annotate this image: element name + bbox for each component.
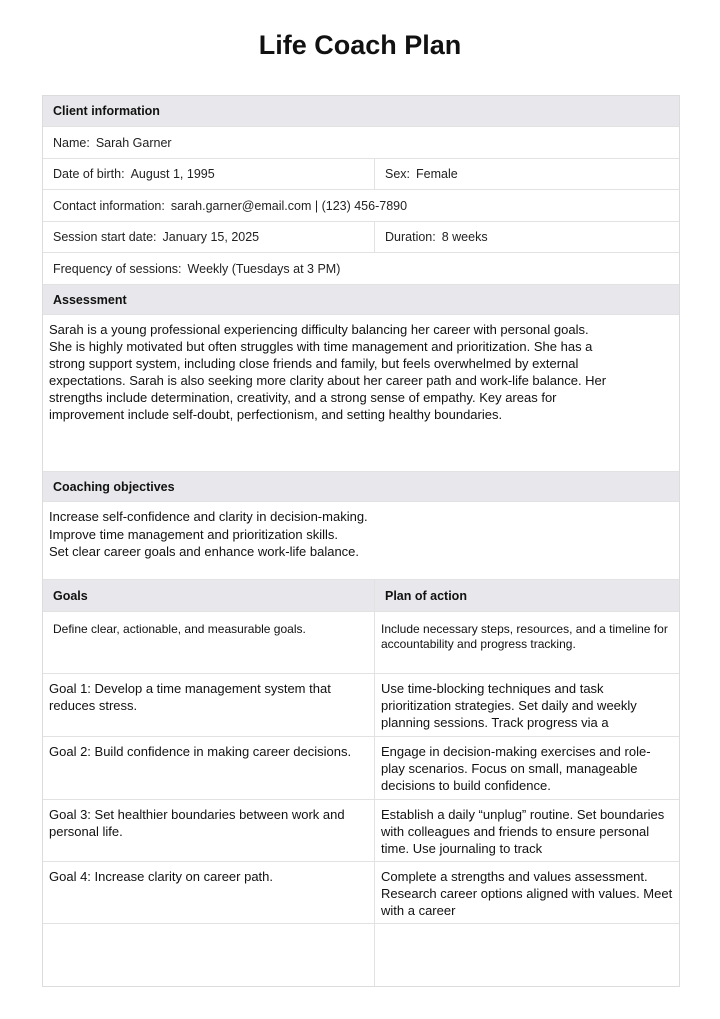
assessment-header-row — [43, 284, 679, 314]
duration-value: 8 weeks — [441, 230, 488, 244]
objectives-header: Coaching objectives — [43, 472, 679, 501]
goals-instruction: Define clear, actionable, and measurable goals. — [43, 612, 375, 673]
start-date-value: January 15, 2025 — [162, 230, 260, 244]
name-row — [43, 126, 679, 158]
dob-sex-row — [43, 158, 679, 189]
objective-item: Set clear career goals and enhance work-life balance. — [49, 544, 360, 559]
session-row — [43, 221, 679, 252]
assessment-line: strengths include determination, creativity, and a strong sense of empathy. Key areas for — [49, 390, 557, 405]
assessment-text — [43, 315, 612, 471]
empty-goal-row — [43, 923, 679, 986]
goal-text: Goal 3: Set healthier boundaries between work and personal life. — [43, 800, 375, 861]
assessment-line: improvement include self-doubt, perfectionism, and setting healthy boundaries. — [49, 407, 503, 422]
start-date-cell — [43, 222, 375, 252]
client-info-header-row — [43, 96, 679, 126]
frequency-row — [43, 252, 679, 284]
plan-text: Complete a strengths and values assessment. Research career options aligned with values. Meet with a career — [381, 869, 673, 918]
frequency-label: Frequency of sessions: — [53, 261, 182, 276]
contact-cell — [43, 190, 679, 221]
start-date-label: Session start date: — [53, 230, 157, 244]
assessment-line: expectations. Sarah is also seeking more clarity about her career path and work-life balance. Her — [49, 373, 607, 388]
plan-text: Engage in decision-making exercises and role-play scenarios. Focus on small, manageable decisions to build confidence. — [381, 744, 651, 793]
objective-item: Improve time management and prioritization skills. — [49, 526, 339, 542]
assessment-header: Assessment — [43, 285, 679, 314]
document-title: Life Coach Plan — [258, 30, 462, 60]
assessment-body-row — [43, 314, 679, 471]
name-value: Sarah Garner — [95, 135, 172, 150]
name-label: Name: — [53, 135, 90, 150]
duration-cell — [375, 222, 679, 252]
assessment-line: Sarah is a young professional experiencing difficulty balancing her career with personal goals. — [49, 322, 589, 337]
objectives-header-row — [43, 471, 679, 501]
assessment-line: strong support system, including close friends and family, but feels overwhelmed by external — [49, 356, 579, 371]
goal-row — [43, 736, 679, 799]
sex-cell — [375, 159, 679, 189]
sex-label: Sex: — [385, 167, 411, 181]
dob-cell — [43, 159, 375, 189]
objective-item: Increase self-confidence and clarity in decision-making. — [49, 509, 368, 524]
goals-instruction-row — [43, 611, 679, 673]
plan-text: Establish a daily “unplug” routine. Set boundaries with colleagues and friends to ensure personal time. Use journaling to track — [381, 807, 665, 856]
dob-label: Date of birth: — [53, 167, 125, 181]
objectives-list — [43, 502, 374, 579]
contact-row — [43, 189, 679, 221]
objectives-body-row — [43, 501, 679, 579]
sex-value: Female — [416, 167, 458, 181]
goal-text: Goal 1: Develop a time management system that reduces stress. — [43, 674, 375, 736]
dob-value: August 1, 1995 — [130, 167, 215, 181]
goal-text: Goal 4: Increase clarity on career path. — [43, 862, 375, 923]
duration-label: Duration: — [385, 230, 436, 244]
goals-header-row — [43, 579, 679, 611]
plan-header: Plan of action — [375, 580, 679, 611]
name-cell — [43, 127, 679, 158]
goal-row — [43, 673, 679, 736]
goals-header: Goals — [43, 580, 375, 611]
empty-plan-cell — [375, 924, 679, 986]
plan-table — [42, 95, 680, 987]
goal-text: Goal 2: Build confidence in making career decisions. — [43, 737, 375, 799]
goal-row — [43, 799, 679, 861]
client-info-header: Client information — [43, 96, 679, 126]
plan-instruction: Include necessary steps, resources, and a timeline for accountability and progress tracking. — [381, 622, 668, 651]
frequency-value: Weekly (Tuesdays at 3 PM) — [187, 261, 341, 276]
contact-value: sarah.garner@email.com | (123) 456-7890 — [170, 198, 408, 213]
contact-label: Contact information: — [53, 198, 165, 213]
plan-text: Use time-blocking techniques and task prioritization strategies. Set daily and weekly planning sessions. Track progress via a — [381, 681, 637, 730]
empty-goal-cell — [43, 924, 375, 986]
assessment-line: She is highly motivated but often struggles with time management and prioritization. She has a — [49, 339, 593, 354]
frequency-cell — [43, 253, 679, 284]
goal-row — [43, 861, 679, 923]
